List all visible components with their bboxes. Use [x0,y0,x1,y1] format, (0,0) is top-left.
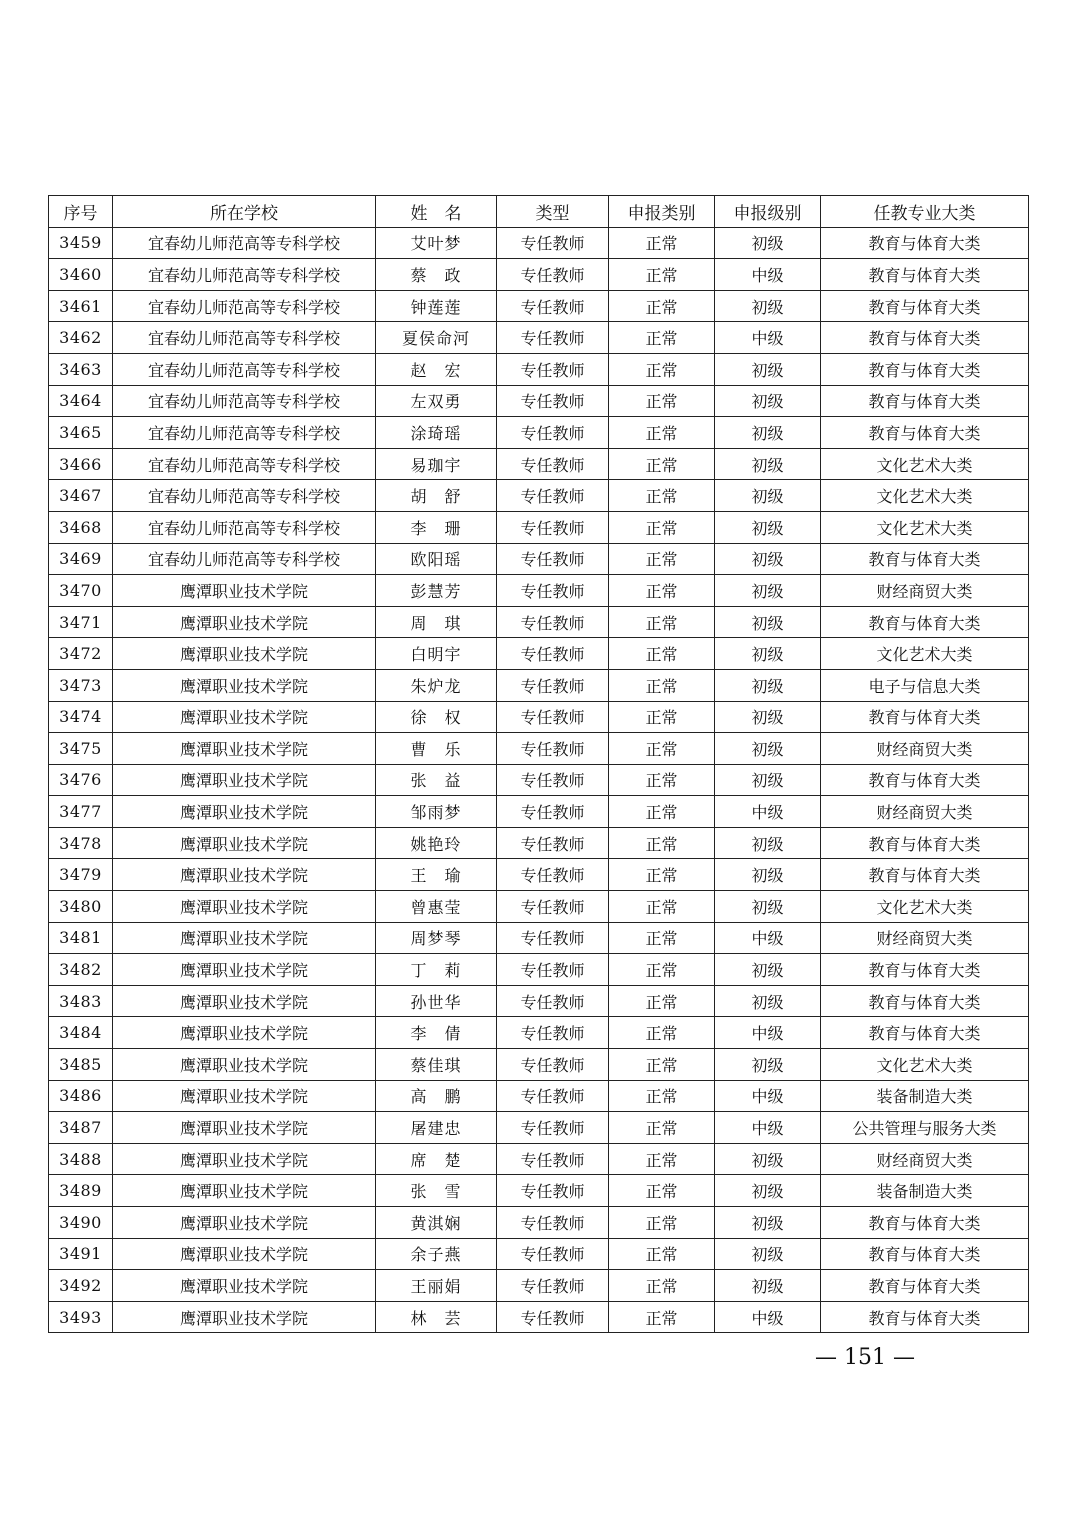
cell-category: 正常 [609,385,715,417]
cell-seq: 3465 [49,417,113,449]
cell-type: 专任教师 [497,1270,609,1302]
cell-school: 鹰潭职业技术学院 [113,1143,376,1175]
cell-type: 专任教师 [497,1112,609,1144]
cell-school: 鹰潭职业技术学院 [113,1238,376,1270]
cell-level: 初级 [715,448,821,480]
table-row [49,385,1029,417]
table-row [49,259,1029,291]
cell-seq: 3479 [49,859,113,891]
cell-major: 电子与信息大类 [821,669,1029,701]
cell-level: 中级 [715,1017,821,1049]
cell-major: 教育与体育大类 [821,385,1029,417]
header-application-level: 申报级别 [715,196,821,228]
table-row [49,1080,1029,1112]
cell-major: 财经商贸大类 [821,1143,1029,1175]
cell-category: 正常 [609,417,715,449]
cell-seq: 3468 [49,511,113,543]
cell-type: 专任教师 [497,511,609,543]
cell-seq: 3462 [49,322,113,354]
cell-school: 鹰潭职业技术学院 [113,606,376,638]
cell-category: 正常 [609,1080,715,1112]
cell-type: 专任教师 [497,827,609,859]
cell-major: 教育与体育大类 [821,1238,1029,1270]
cell-level: 初级 [715,480,821,512]
cell-name: 丁 莉 [376,954,497,986]
cell-name: 高 鹏 [376,1080,497,1112]
cell-seq: 3463 [49,353,113,385]
cell-type: 专任教师 [497,1175,609,1207]
cell-school: 鹰潭职业技术学院 [113,575,376,607]
cell-major: 教育与体育大类 [821,827,1029,859]
table-row [49,701,1029,733]
cell-school: 鹰潭职业技术学院 [113,954,376,986]
cell-seq: 3466 [49,448,113,480]
cell-category: 正常 [609,669,715,701]
cell-type: 专任教师 [497,322,609,354]
cell-school: 鹰潭职业技术学院 [113,1207,376,1239]
teacher-roster-table [48,195,1029,1333]
cell-school: 鹰潭职业技术学院 [113,1175,376,1207]
cell-major: 教育与体育大类 [821,1270,1029,1302]
cell-school: 鹰潭职业技术学院 [113,1080,376,1112]
cell-name: 黄淇娴 [376,1207,497,1239]
cell-name: 王丽娟 [376,1270,497,1302]
table-row [49,669,1029,701]
cell-school: 鹰潭职业技术学院 [113,733,376,765]
cell-type: 专任教师 [497,606,609,638]
cell-level: 初级 [715,954,821,986]
cell-seq: 3490 [49,1207,113,1239]
cell-level: 中级 [715,1080,821,1112]
cell-level: 初级 [715,1238,821,1270]
cell-level: 初级 [715,859,821,891]
cell-school: 宜春幼儿师范高等专科学校 [113,353,376,385]
cell-school: 鹰潭职业技术学院 [113,1270,376,1302]
cell-name: 张 雪 [376,1175,497,1207]
cell-level: 初级 [715,385,821,417]
cell-name: 屠建忠 [376,1112,497,1144]
cell-type: 专任教师 [497,1017,609,1049]
cell-type: 专任教师 [497,859,609,891]
cell-level: 初级 [715,417,821,449]
cell-category: 正常 [609,322,715,354]
table-row [49,606,1029,638]
cell-school: 宜春幼儿师范高等专科学校 [113,322,376,354]
table-row [49,353,1029,385]
cell-major: 财经商贸大类 [821,796,1029,828]
cell-level: 初级 [715,985,821,1017]
cell-type: 专任教师 [497,448,609,480]
table-row [49,511,1029,543]
cell-major: 教育与体育大类 [821,1017,1029,1049]
cell-name: 胡 舒 [376,480,497,512]
cell-school: 鹰潭职业技术学院 [113,1049,376,1081]
cell-level: 初级 [715,606,821,638]
cell-school: 宜春幼儿师范高等专科学校 [113,417,376,449]
cell-major: 教育与体育大类 [821,701,1029,733]
cell-seq: 3478 [49,827,113,859]
table-row [49,638,1029,670]
header-seq: 序号 [49,196,113,228]
cell-school: 鹰潭职业技术学院 [113,1301,376,1333]
cell-name: 艾叶梦 [376,227,497,259]
table-row [49,891,1029,923]
cell-category: 正常 [609,701,715,733]
cell-seq: 3474 [49,701,113,733]
cell-name: 涂琦瑶 [376,417,497,449]
cell-name: 夏侯命河 [376,322,497,354]
cell-name: 邹雨梦 [376,796,497,828]
cell-name: 徐 权 [376,701,497,733]
cell-school: 鹰潭职业技术学院 [113,891,376,923]
table-row [49,1049,1029,1081]
table-row [49,1112,1029,1144]
cell-level: 初级 [715,733,821,765]
cell-seq: 3487 [49,1112,113,1144]
cell-seq: 3488 [49,1143,113,1175]
page-number: — 151 — [815,1345,915,1370]
cell-seq: 3483 [49,985,113,1017]
cell-name: 朱炉龙 [376,669,497,701]
cell-category: 正常 [609,290,715,322]
cell-school: 宜春幼儿师范高等专科学校 [113,511,376,543]
table-row [49,827,1029,859]
table-row [49,227,1029,259]
table-row [49,575,1029,607]
cell-name: 钟莲莲 [376,290,497,322]
cell-category: 正常 [609,480,715,512]
cell-major: 教育与体育大类 [821,259,1029,291]
cell-category: 正常 [609,1112,715,1144]
cell-level: 初级 [715,543,821,575]
cell-level: 初级 [715,1143,821,1175]
cell-major: 财经商贸大类 [821,733,1029,765]
table-body [49,227,1029,1333]
cell-name: 曾惠莹 [376,891,497,923]
cell-category: 正常 [609,1017,715,1049]
cell-major: 装备制造大类 [821,1175,1029,1207]
cell-major: 教育与体育大类 [821,543,1029,575]
header-type: 类型 [497,196,609,228]
cell-seq: 3461 [49,290,113,322]
cell-major: 文化艺术大类 [821,1049,1029,1081]
cell-major: 教育与体育大类 [821,606,1029,638]
cell-major: 教育与体育大类 [821,227,1029,259]
cell-level: 初级 [715,227,821,259]
table-header-row [49,196,1029,228]
cell-category: 正常 [609,922,715,954]
table-row [49,543,1029,575]
cell-name: 张 益 [376,764,497,796]
cell-major: 教育与体育大类 [821,417,1029,449]
header-name: 姓 名 [376,196,497,228]
cell-major: 教育与体育大类 [821,1301,1029,1333]
cell-category: 正常 [609,259,715,291]
cell-category: 正常 [609,891,715,923]
table-row [49,954,1029,986]
cell-level: 初级 [715,701,821,733]
table-row [49,733,1029,765]
cell-school: 鹰潭职业技术学院 [113,922,376,954]
cell-type: 专任教师 [497,1143,609,1175]
table-row [49,480,1029,512]
cell-school: 宜春幼儿师范高等专科学校 [113,290,376,322]
cell-category: 正常 [609,353,715,385]
cell-level: 中级 [715,796,821,828]
cell-category: 正常 [609,543,715,575]
cell-level: 初级 [715,1175,821,1207]
cell-type: 专任教师 [497,1301,609,1333]
cell-seq: 3491 [49,1238,113,1270]
cell-level: 初级 [715,827,821,859]
cell-category: 正常 [609,511,715,543]
cell-category: 正常 [609,859,715,891]
cell-major: 教育与体育大类 [821,764,1029,796]
cell-category: 正常 [609,827,715,859]
cell-school: 鹰潭职业技术学院 [113,701,376,733]
cell-major: 教育与体育大类 [821,985,1029,1017]
header-school: 所在学校 [113,196,376,228]
cell-type: 专任教师 [497,764,609,796]
cell-category: 正常 [609,575,715,607]
cell-name: 余子燕 [376,1238,497,1270]
table-row [49,796,1029,828]
cell-seq: 3469 [49,543,113,575]
cell-name: 席 楚 [376,1143,497,1175]
cell-category: 正常 [609,1049,715,1081]
cell-type: 专任教师 [497,954,609,986]
cell-major: 装备制造大类 [821,1080,1029,1112]
cell-school: 鹰潭职业技术学院 [113,1112,376,1144]
cell-category: 正常 [609,448,715,480]
cell-category: 正常 [609,1207,715,1239]
cell-name: 蔡 政 [376,259,497,291]
cell-school: 鹰潭职业技术学院 [113,859,376,891]
cell-school: 鹰潭职业技术学院 [113,764,376,796]
cell-school: 宜春幼儿师范高等专科学校 [113,480,376,512]
cell-name: 左双勇 [376,385,497,417]
cell-type: 专任教师 [497,922,609,954]
cell-major: 教育与体育大类 [821,322,1029,354]
cell-category: 正常 [609,1301,715,1333]
cell-type: 专任教师 [497,638,609,670]
cell-name: 孙世华 [376,985,497,1017]
cell-category: 正常 [609,638,715,670]
cell-level: 初级 [715,1049,821,1081]
cell-category: 正常 [609,764,715,796]
cell-seq: 3472 [49,638,113,670]
cell-name: 姚艳玲 [376,827,497,859]
cell-level: 初级 [715,1207,821,1239]
cell-category: 正常 [609,606,715,638]
cell-name: 曹 乐 [376,733,497,765]
cell-name: 周 琪 [376,606,497,638]
cell-school: 鹰潭职业技术学院 [113,827,376,859]
cell-major: 财经商贸大类 [821,922,1029,954]
table-row [49,1301,1029,1333]
cell-school: 鹰潭职业技术学院 [113,985,376,1017]
table-row [49,1238,1029,1270]
cell-level: 初级 [715,290,821,322]
cell-major: 文化艺术大类 [821,891,1029,923]
cell-school: 鹰潭职业技术学院 [113,669,376,701]
cell-seq: 3475 [49,733,113,765]
cell-school: 宜春幼儿师范高等专科学校 [113,385,376,417]
cell-type: 专任教师 [497,1080,609,1112]
cell-name: 周梦琴 [376,922,497,954]
cell-type: 专任教师 [497,796,609,828]
cell-level: 中级 [715,1301,821,1333]
cell-name: 李 珊 [376,511,497,543]
cell-name: 李 倩 [376,1017,497,1049]
cell-school: 鹰潭职业技术学院 [113,638,376,670]
cell-major: 教育与体育大类 [821,859,1029,891]
cell-major: 教育与体育大类 [821,290,1029,322]
table-row [49,1270,1029,1302]
cell-name: 王 瑜 [376,859,497,891]
cell-type: 专任教师 [497,1238,609,1270]
cell-type: 专任教师 [497,259,609,291]
cell-category: 正常 [609,1143,715,1175]
cell-category: 正常 [609,954,715,986]
cell-name: 易珈宇 [376,448,497,480]
cell-seq: 3459 [49,227,113,259]
cell-major: 教育与体育大类 [821,954,1029,986]
cell-category: 正常 [609,796,715,828]
cell-school: 宜春幼儿师范高等专科学校 [113,543,376,575]
cell-level: 中级 [715,1112,821,1144]
cell-level: 初级 [715,891,821,923]
cell-level: 中级 [715,922,821,954]
table-row [49,1017,1029,1049]
table-row [49,290,1029,322]
cell-seq: 3464 [49,385,113,417]
cell-level: 初级 [715,764,821,796]
cell-seq: 3492 [49,1270,113,1302]
cell-level: 初级 [715,669,821,701]
cell-seq: 3481 [49,922,113,954]
table-row [49,322,1029,354]
header-application-category: 申报类别 [609,196,715,228]
cell-seq: 3480 [49,891,113,923]
cell-seq: 3470 [49,575,113,607]
cell-major: 文化艺术大类 [821,448,1029,480]
table-row [49,859,1029,891]
table-row [49,1143,1029,1175]
table-row [49,922,1029,954]
cell-school: 宜春幼儿师范高等专科学校 [113,227,376,259]
cell-seq: 3485 [49,1049,113,1081]
cell-school: 宜春幼儿师范高等专科学校 [113,448,376,480]
cell-type: 专任教师 [497,353,609,385]
cell-major: 教育与体育大类 [821,1207,1029,1239]
cell-level: 中级 [715,259,821,291]
cell-seq: 3471 [49,606,113,638]
cell-school: 鹰潭职业技术学院 [113,1017,376,1049]
table-row [49,985,1029,1017]
cell-type: 专任教师 [497,1207,609,1239]
table-row [49,448,1029,480]
cell-type: 专任教师 [497,701,609,733]
table-row [49,1207,1029,1239]
table-row [49,1175,1029,1207]
cell-major: 公共管理与服务大类 [821,1112,1029,1144]
cell-seq: 3476 [49,764,113,796]
cell-level: 初级 [715,353,821,385]
cell-major: 财经商贸大类 [821,575,1029,607]
cell-name: 白明宇 [376,638,497,670]
cell-major: 教育与体育大类 [821,353,1029,385]
cell-major: 文化艺术大类 [821,638,1029,670]
cell-type: 专任教师 [497,575,609,607]
cell-level: 中级 [715,322,821,354]
cell-type: 专任教师 [497,891,609,923]
cell-type: 专任教师 [497,290,609,322]
cell-school: 鹰潭职业技术学院 [113,796,376,828]
table-row [49,417,1029,449]
cell-category: 正常 [609,1270,715,1302]
cell-name: 蔡佳琪 [376,1049,497,1081]
cell-name: 赵 宏 [376,353,497,385]
cell-seq: 3460 [49,259,113,291]
cell-type: 专任教师 [497,733,609,765]
cell-major: 文化艺术大类 [821,511,1029,543]
cell-seq: 3477 [49,796,113,828]
cell-level: 初级 [715,1270,821,1302]
cell-school: 宜春幼儿师范高等专科学校 [113,259,376,291]
cell-level: 初级 [715,575,821,607]
cell-name: 欧阳瑶 [376,543,497,575]
cell-name: 彭慧芳 [376,575,497,607]
cell-type: 专任教师 [497,417,609,449]
cell-category: 正常 [609,1238,715,1270]
cell-seq: 3493 [49,1301,113,1333]
cell-type: 专任教师 [497,385,609,417]
cell-seq: 3473 [49,669,113,701]
cell-type: 专任教师 [497,985,609,1017]
cell-type: 专任教师 [497,669,609,701]
table-row [49,764,1029,796]
cell-major: 文化艺术大类 [821,480,1029,512]
cell-type: 专任教师 [497,480,609,512]
cell-category: 正常 [609,733,715,765]
cell-category: 正常 [609,227,715,259]
header-teaching-major: 任教专业大类 [821,196,1029,228]
cell-seq: 3467 [49,480,113,512]
cell-level: 初级 [715,638,821,670]
cell-seq: 3484 [49,1017,113,1049]
cell-type: 专任教师 [497,1049,609,1081]
cell-category: 正常 [609,985,715,1017]
cell-type: 专任教师 [497,227,609,259]
cell-category: 正常 [609,1175,715,1207]
cell-seq: 3489 [49,1175,113,1207]
cell-type: 专任教师 [497,543,609,575]
cell-name: 林 芸 [376,1301,497,1333]
cell-seq: 3482 [49,954,113,986]
cell-level: 初级 [715,511,821,543]
cell-seq: 3486 [49,1080,113,1112]
